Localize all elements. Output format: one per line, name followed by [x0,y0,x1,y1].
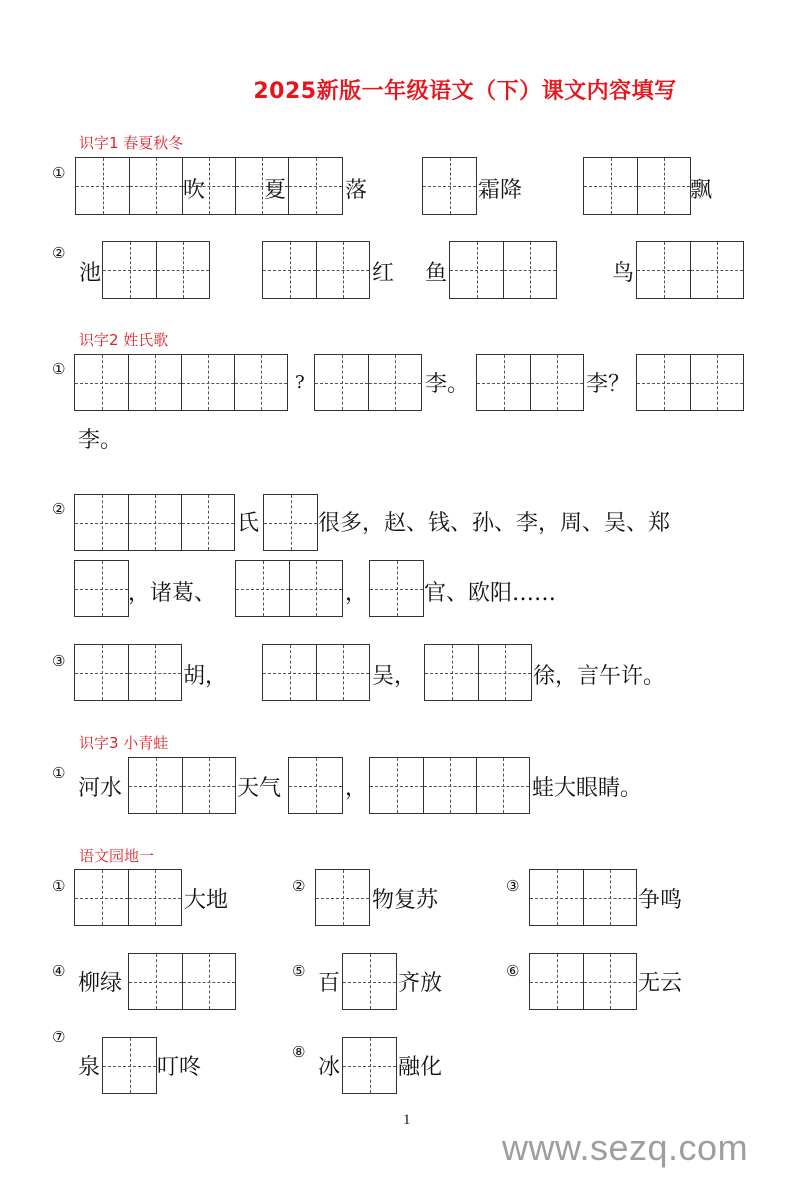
text-fragment: 很多，赵、钱、孙、李，周、吴、郑 [318,511,671,536]
item-number: ⑧ [292,1043,306,1061]
text-fragment: ? [295,372,305,393]
writing-grid[interactable] [75,157,289,215]
item-number: ④ [52,962,66,980]
text-fragment: 池 [79,261,102,286]
item-number: ② [292,877,306,895]
text-fragment: 徐，言午许。 [533,664,666,689]
item-number: ② [52,500,66,518]
text-fragment: 李。 [78,428,123,453]
writing-grid[interactable] [529,869,637,926]
writing-grid[interactable] [102,1037,157,1094]
text-fragment: 夏 [264,178,287,203]
text-fragment: 霜降 [478,178,523,203]
item-number: ① [52,360,66,378]
writing-grid[interactable] [74,644,182,701]
text-fragment: 物复苏 [372,888,439,913]
writing-grid[interactable] [102,241,210,299]
writing-grid[interactable] [314,354,422,411]
section-heading-shizi2: 识字2 姓氏歌 [79,331,169,349]
writing-grid[interactable] [529,953,637,1010]
writing-grid[interactable] [342,1037,397,1094]
writing-grid[interactable] [369,757,530,814]
text-fragment: 落 [345,178,368,203]
writing-grid[interactable] [288,757,343,814]
writing-grid[interactable] [342,953,397,1010]
writing-grid[interactable] [128,757,236,814]
text-fragment: ， [345,776,368,801]
watermark: www.sezq.com [502,1127,749,1168]
text-fragment: 融化 [398,1055,443,1080]
text-fragment: 大地 [184,888,229,913]
text-fragment: 泉 [78,1055,101,1080]
writing-grid[interactable] [263,494,318,551]
text-fragment: 叮咚 [157,1055,202,1080]
text-fragment: 冰 [318,1055,341,1080]
writing-grid[interactable] [74,869,182,926]
writing-grid[interactable] [422,157,477,215]
text-fragment: 李。 [425,372,470,397]
writing-grid[interactable] [128,953,236,1010]
item-number: ③ [506,877,520,895]
writing-grid[interactable] [424,644,532,701]
text-fragment: 飘 [690,178,713,203]
section-heading-shizi1: 识字1 春夏秋冬 [79,134,184,152]
text-fragment: ， [345,581,368,606]
item-number: ① [52,164,66,182]
item-number: ③ [52,652,66,670]
writing-grid[interactable] [449,241,557,299]
writing-grid[interactable] [262,644,370,701]
writing-grid[interactable] [262,241,370,299]
section-heading-yuwenyuandi: 语文园地一 [79,847,155,865]
writing-grid[interactable] [288,157,343,215]
writing-grid[interactable] [583,157,691,215]
writing-grid[interactable] [74,354,288,411]
text-fragment: 官、欧阳…… [424,581,557,606]
text-fragment: 李？ [586,372,631,397]
item-number: ① [52,877,66,895]
writing-grid[interactable] [369,560,424,617]
writing-grid[interactable] [315,869,370,926]
text-fragment: 胡， [183,664,228,689]
text-fragment: 齐放 [398,971,443,996]
text-fragment: 鱼 [425,261,448,286]
item-number: ⑤ [292,962,306,980]
text-fragment: 天气 [237,776,282,801]
text-fragment: 吹 [183,178,206,203]
writing-grid[interactable] [636,241,744,299]
item-number: ⑥ [506,962,520,980]
text-fragment: 蛙大眼睛。 [532,776,643,801]
item-number: ⑦ [52,1028,66,1046]
writing-grid[interactable] [235,560,343,617]
text-fragment: 红 [372,261,395,286]
item-number: ① [52,764,66,782]
writing-grid[interactable] [74,494,235,551]
page-number: 1 [403,1112,411,1128]
text-fragment: 争鸣 [638,888,683,913]
text-fragment: 吴， [372,664,417,689]
text-fragment: 河水 [78,776,123,801]
section-heading-shizi3: 识字3 小青蛙 [79,734,169,752]
writing-grid[interactable] [74,560,129,617]
writing-grid[interactable] [476,354,584,411]
item-number: ② [52,244,66,262]
page-title: 2025新版一年级语文（下）课文内容填写 [253,79,677,104]
writing-grid[interactable] [636,354,744,411]
text-fragment: ，诸葛、 [128,581,217,606]
text-fragment: 鸟 [612,261,635,286]
text-fragment: 无云 [638,971,683,996]
text-fragment: 柳绿 [78,971,123,996]
text-fragment: 氏 [237,511,260,536]
text-fragment: 百 [318,971,341,996]
